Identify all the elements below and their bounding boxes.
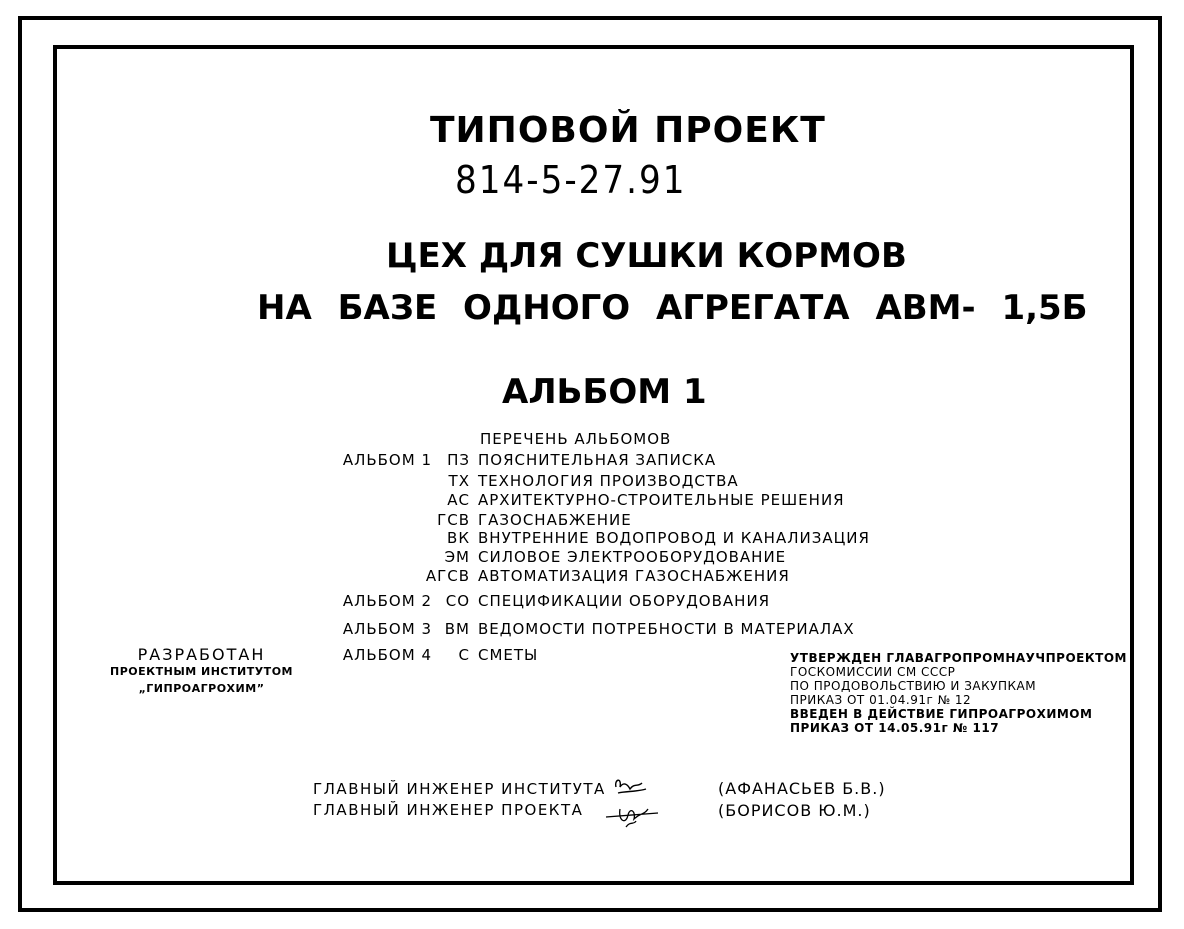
list-item <box>0 592 1184 612</box>
section-description: ГАЗОСНАБЖЕНИЕ <box>478 511 632 529</box>
document-type: ТИПОВОЙ ПРОЕКТ <box>430 110 826 151</box>
name-borisov: (БОРИСОВ Ю.М.) <box>718 801 871 820</box>
section-code: С <box>458 646 470 664</box>
signature-names <box>718 778 886 822</box>
list-item <box>0 491 1184 511</box>
list-item <box>0 451 1184 471</box>
list-item <box>0 567 1184 587</box>
album-label: АЛЬБОМ 1 <box>342 451 432 469</box>
project-title-line2: НА БАЗЕ ОДНОГО АГРЕГАТА АВМ- 1,5Б <box>257 288 1088 328</box>
name-afanasyev: (АФАНАСЬЕВ Б.В.) <box>718 779 886 798</box>
albums-list-heading: ПЕРЕЧЕНЬ АЛЬБОМОВ <box>480 430 672 448</box>
section-description: ПОЯСНИТЕЛЬНАЯ ЗАПИСКА <box>478 451 717 469</box>
album-label: АЛЬБОМ 4 <box>342 646 432 664</box>
list-item <box>0 620 1184 640</box>
approval-line3: ПО ПРОДОВОЛЬСТВИЮ И ЗАКУПКАМ <box>790 679 1037 693</box>
section-code: АС <box>447 491 470 509</box>
album-label: АЛЬБОМ 2 <box>342 592 432 610</box>
list-item <box>0 511 1184 531</box>
section-code: ПЗ <box>447 451 470 469</box>
approval-line4: ПРИКАЗ ОТ 01.04.91г № 12 <box>790 693 972 707</box>
handwritten-signatures <box>596 775 666 835</box>
approval-line5: ВВЕДЕН В ДЕЙСТВИЕ ГИПРОАГРОХИМОМ <box>790 707 1093 721</box>
section-description: СМЕТЫ <box>478 646 539 664</box>
section-code: ГСВ <box>437 511 470 529</box>
list-item <box>0 529 1184 549</box>
section-description: ВЕДОМОСТИ ПОТРЕБНОСТИ В МАТЕРИАЛАХ <box>478 620 855 638</box>
list-item <box>0 472 1184 492</box>
approval-line1: УТВЕРЖДЕН ГЛАВАГРОПРОМНАУЧПРОЕКТОМ <box>790 651 1127 665</box>
developer-line2: ПРОЕКТНЫМ ИНСТИТУТОМ <box>110 665 293 678</box>
section-description: АВТОМАТИЗАЦИЯ ГАЗОСНАБЖЕНИЯ <box>478 567 790 585</box>
album-label: АЛЬБОМ 3 <box>342 620 432 638</box>
approval-line2: ГОСКОМИССИИ СМ СССР <box>790 665 956 679</box>
approval-block <box>790 651 1127 735</box>
section-description: АРХИТЕКТУРНО-СТРОИТЕЛЬНЫЕ РЕШЕНИЯ <box>478 491 845 509</box>
section-code: ВК <box>447 529 470 547</box>
role-chief-engineer-project: ГЛАВНЫЙ ИНЖЕНЕР ПРОЕКТА <box>313 801 584 819</box>
section-code: ТХ <box>448 472 470 490</box>
approval-line6: ПРИКАЗ ОТ 14.05.91г № 117 <box>790 721 1000 735</box>
section-code: ЭМ <box>444 548 470 566</box>
document-number: 814-5-27.91 <box>455 158 687 202</box>
section-code: ВМ <box>444 620 470 638</box>
section-description: ТЕХНОЛОГИЯ ПРОИЗВОДСТВА <box>478 472 739 490</box>
developer-block <box>110 646 293 697</box>
section-code: АГСВ <box>425 567 470 585</box>
section-description: ВНУТРЕННИЕ ВОДОПРОВОД И КАНАЛИЗАЦИЯ <box>478 529 870 547</box>
signature-roles <box>313 779 606 821</box>
section-description: СИЛОВОЕ ЭЛЕКТРООБОРУДОВАНИЕ <box>478 548 787 566</box>
list-item <box>0 548 1184 568</box>
developer-line1: РАЗРАБОТАН <box>137 645 266 664</box>
developer-line3: „ГИПРОАГРОХИМ” <box>138 682 265 695</box>
album-title: АЛЬБОМ 1 <box>502 372 707 412</box>
role-chief-engineer-institute: ГЛАВНЫЙ ИНЖЕНЕР ИНСТИТУТА <box>313 780 606 798</box>
project-title-line1: ЦЕХ ДЛЯ СУШКИ КОРМОВ <box>386 236 907 276</box>
section-code: СО <box>445 592 470 610</box>
section-description: СПЕЦИФИКАЦИИ ОБОРУДОВАНИЯ <box>478 592 771 610</box>
